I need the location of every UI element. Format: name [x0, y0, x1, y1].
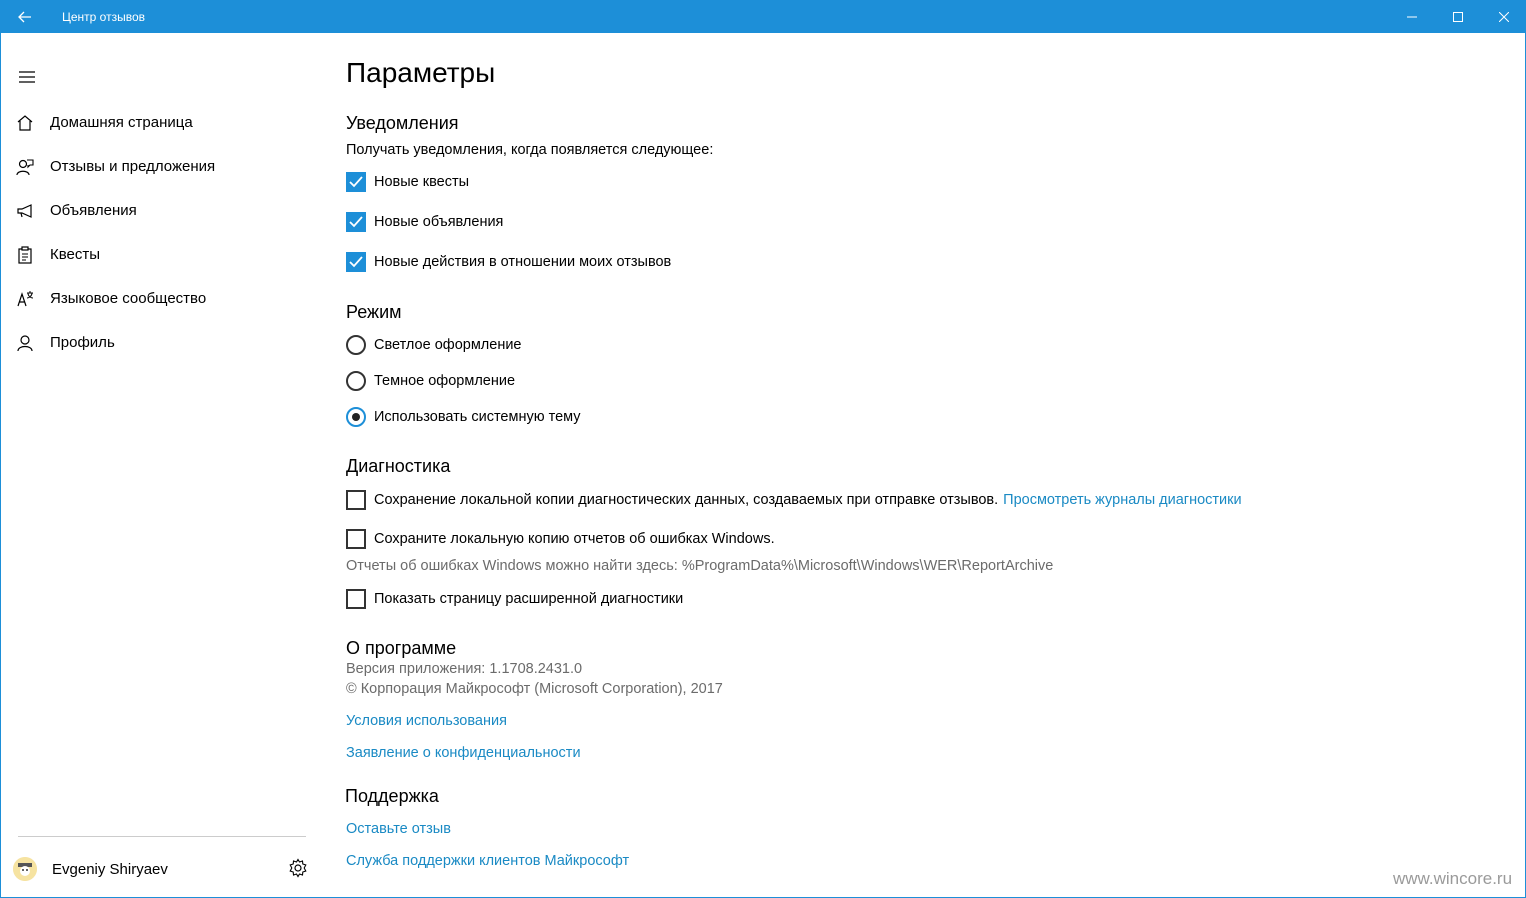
- user-name: Evgeniy Shiryaev: [52, 861, 168, 878]
- checkbox-advanced-diagnostics[interactable]: [346, 588, 683, 610]
- checkbox-feedback-activity[interactable]: [346, 251, 671, 273]
- checkbox-save-wer[interactable]: [346, 528, 775, 550]
- radio-button[interactable]: [346, 407, 366, 427]
- nav-item-label: Профиль: [50, 334, 115, 351]
- mode-heading: Режим: [346, 302, 402, 322]
- checkbox-label: Показать страницу расширенной диагностики: [374, 591, 684, 607]
- user-account[interactable]: [1, 848, 323, 888]
- customer-support-link[interactable]: Служба поддержки клиентов Майкрософт: [346, 853, 630, 869]
- minimize-button[interactable]: [1389, 1, 1435, 33]
- checkbox[interactable]: [346, 172, 366, 192]
- nav-item-profile[interactable]: [1, 323, 323, 363]
- nav-item-quests[interactable]: [1, 235, 323, 275]
- sidebar: [1, 33, 323, 898]
- radio-label: Использовать системную тему: [374, 409, 581, 425]
- checkbox-label: Новые объявления: [374, 214, 504, 230]
- checkmark-icon: [349, 256, 363, 268]
- radio-dot: [352, 413, 360, 421]
- settings-content: [346, 33, 1516, 898]
- maximize-icon: [1453, 12, 1463, 22]
- wer-path-note: Отчеты об ошибках Windows можно найти здесь: %ProgramData%\Microsoft\Windows\WER\ReportArchive: [346, 558, 1054, 574]
- home-icon: [15, 113, 35, 133]
- close-icon: [1499, 12, 1509, 22]
- feedback-person-icon: [15, 157, 35, 177]
- leave-feedback-link[interactable]: Оставьте отзыв: [346, 821, 451, 837]
- person-icon: [15, 333, 35, 353]
- nav-item-label: Отзывы и предложения: [50, 158, 216, 175]
- avatar: [13, 857, 37, 881]
- radio-button[interactable]: [346, 371, 366, 391]
- checkmark-icon: [349, 176, 363, 188]
- copyright: © Корпорация Майкрософт (Microsoft Corporation), 2017: [346, 681, 723, 697]
- maximize-button[interactable]: [1435, 1, 1481, 33]
- page-title: Параметры: [346, 57, 496, 88]
- app-version: Версия приложения: 1.1708.2431.0: [346, 661, 583, 677]
- checkbox-label: Новые действия в отношении моих отзывов: [374, 254, 672, 270]
- nav-item-label: Квесты: [50, 246, 101, 263]
- about-heading: О программе: [346, 638, 457, 658]
- radio-label: Темное оформление: [374, 373, 516, 389]
- checkbox-label: Новые квесты: [374, 174, 470, 190]
- checkbox-save-diagnostics[interactable]: [346, 489, 1242, 511]
- nav-item-announcements[interactable]: [1, 191, 323, 231]
- close-button[interactable]: [1481, 1, 1526, 33]
- notifications-heading: Уведомления: [346, 113, 459, 133]
- checkbox[interactable]: [346, 529, 366, 549]
- language-icon: [15, 289, 35, 309]
- support-heading: Поддержка: [345, 786, 439, 806]
- nav-item-feedback[interactable]: [1, 147, 323, 187]
- checkbox-new-announcements[interactable]: [346, 211, 503, 233]
- nav-item-home[interactable]: [1, 103, 323, 143]
- radio-button[interactable]: [346, 335, 366, 355]
- checkbox[interactable]: [346, 212, 366, 232]
- checkbox-label: Сохраните локальную копию отчетов об ошибках Windows.: [374, 531, 775, 547]
- arrow-left-icon: [18, 11, 32, 23]
- nav-item-label: Домашняя страница: [50, 114, 193, 131]
- sidebar-divider: [18, 836, 306, 837]
- title-bar: [1, 1, 1525, 33]
- radio-dark-theme[interactable]: [346, 370, 515, 392]
- notifications-intro: Получать уведомления, когда появляется следующее:: [346, 142, 714, 158]
- diagnostics-heading: Диагностика: [346, 456, 451, 476]
- minimize-icon: [1407, 12, 1417, 22]
- view-diagnostic-logs-link[interactable]: Просмотреть журналы диагностики: [1003, 492, 1242, 508]
- checkmark-icon: [349, 216, 363, 228]
- back-button[interactable]: [1, 1, 49, 33]
- checkbox[interactable]: [346, 490, 366, 510]
- window-title: Центр отзывов: [62, 10, 146, 24]
- gear-icon: [288, 858, 308, 878]
- terms-of-use-link[interactable]: Условия использования: [346, 713, 507, 729]
- hamburger-icon: [18, 71, 36, 83]
- watermark: www.wincore.ru: [1393, 869, 1513, 888]
- menu-toggle-button[interactable]: [15, 65, 39, 89]
- nav-item-language-community[interactable]: [1, 279, 323, 319]
- checkbox[interactable]: [346, 252, 366, 272]
- megaphone-icon: [15, 201, 35, 221]
- checkbox[interactable]: [346, 589, 366, 609]
- nav-item-label: Языковое сообщество: [50, 290, 207, 307]
- nav-item-label: Объявления: [50, 202, 137, 219]
- radio-system-theme[interactable]: [346, 406, 581, 428]
- checkbox-label: Сохранение локальной копии диагностических данных, создаваемых при отправке отзывов.: [374, 492, 999, 508]
- clipboard-icon: [15, 245, 35, 265]
- checkbox-new-quests[interactable]: [346, 171, 469, 193]
- radio-light-theme[interactable]: [346, 334, 522, 356]
- privacy-statement-link[interactable]: Заявление о конфиденциальности: [346, 745, 581, 761]
- radio-label: Светлое оформление: [374, 337, 522, 353]
- settings-button[interactable]: [288, 858, 308, 878]
